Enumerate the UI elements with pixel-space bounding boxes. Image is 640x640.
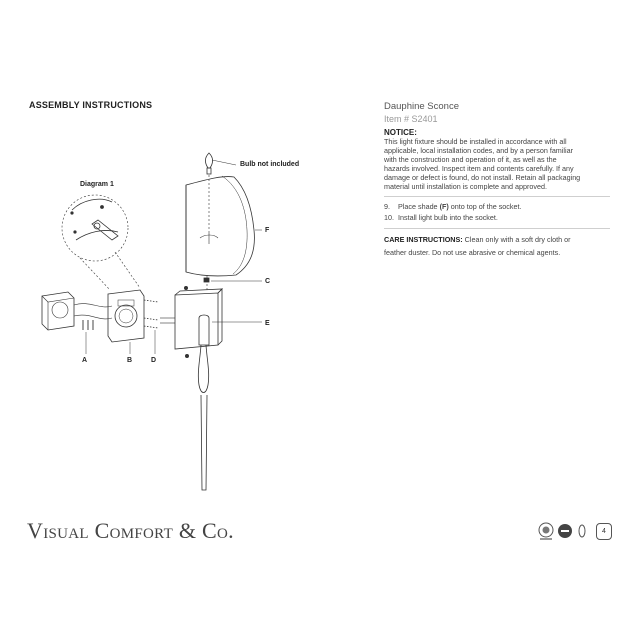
part-label-e: E (265, 320, 270, 327)
item-number: Item # S2401 (384, 114, 438, 124)
notice-line: hazards involved. Inspect item and contents carefully. If any (384, 163, 574, 173)
bulb-drawing (205, 153, 236, 174)
etl-icon (558, 524, 572, 538)
part-label-f: F (265, 227, 270, 234)
junction-box-drawing (42, 292, 112, 330)
care-text: Clean only with a soft dry cloth or (462, 235, 571, 244)
brand-logo: Visual Comfort & Co. (27, 518, 234, 543)
ul-listed-icon (539, 523, 553, 540)
page-number: 4 (596, 523, 612, 540)
page-title: ASSEMBLY INSTRUCTIONS (29, 100, 153, 110)
notice-line: material until installation is complete and approved. (384, 181, 548, 191)
step-number: 9. (384, 202, 390, 211)
care-title: CARE INSTRUCTIONS: (384, 235, 463, 244)
product-name: Dauphine Sconce (384, 101, 459, 112)
bulb-label: Bulb not included (240, 161, 300, 168)
step-number: 10. (384, 213, 394, 222)
diagram-label: Diagram 1 (80, 181, 114, 188)
part-label-b: B (127, 357, 133, 364)
shade-drawing (186, 176, 262, 276)
diagram-1-detail (62, 195, 128, 261)
part-label-c: C (265, 278, 271, 285)
part-label-a: A (82, 357, 88, 364)
mounting-bracket-drawing (108, 290, 158, 342)
notice-line: with the construction and operation of it, as well as the (384, 154, 557, 164)
step-part-ref: (F) (439, 202, 449, 211)
step-text: Install light bulb into the socket. (398, 213, 498, 222)
care-text: feather duster. Do not use abrasive or chemical agents. (384, 248, 561, 257)
oval-mark-icon (579, 525, 585, 537)
notice-line: damage or defect is found, do not install. Retain all packaging (384, 172, 581, 182)
arm-drawing (198, 315, 262, 490)
notice-line: applicable, local installation codes, and by a person familiar (384, 145, 573, 155)
step-text: Place shade (398, 202, 440, 211)
part-label-d: D (151, 357, 157, 364)
certification-marks (537, 519, 593, 543)
notice-line: This light fixture should be installed in accordance with all (384, 137, 567, 146)
notice-title: NOTICE: (384, 128, 417, 137)
step-text: onto top of the socket. (448, 202, 522, 211)
